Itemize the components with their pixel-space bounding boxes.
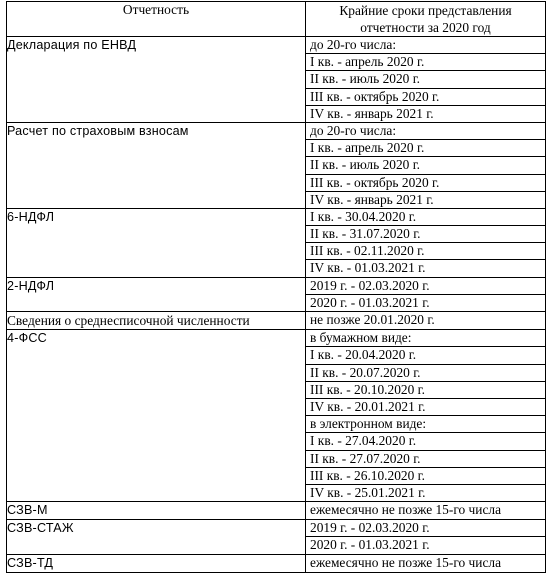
deadline-line: до 20-го числа: <box>306 123 545 140</box>
deadline-line: I кв. - апрель 2020 г. <box>306 54 545 71</box>
deadline-line: в бумажном виде: <box>306 330 545 347</box>
table-row <box>7 330 546 502</box>
reporting-deadlines-table <box>6 1 546 573</box>
deadline-line: 2020 г. - 01.03.2021 г. <box>310 294 430 310</box>
report-name: СЗВ-ТД <box>7 554 306 572</box>
deadline-line: II кв. - июль 2020 г. <box>306 71 545 88</box>
deadline-cell <box>306 330 546 502</box>
header-deadlines: Крайние сроки представления отчетности за 2020 год <box>306 2 546 37</box>
report-name: 4-ФСС <box>7 330 306 502</box>
deadline-line: III кв. - 02.11.2020 г. <box>306 243 545 260</box>
deadline-line: II кв. - 27.07.2020 г. <box>306 451 545 468</box>
deadline-line: не позже 20.01.2020 г. <box>310 312 435 327</box>
report-name: СЗВ-СТАЖ <box>7 520 306 554</box>
deadline-line: 2020 г. - 01.03.2021 г. <box>310 537 430 553</box>
report-name: Сведения о среднесписочной численности <box>7 312 306 330</box>
deadline-cell <box>306 37 546 123</box>
report-name: 2-НДФЛ <box>7 277 306 311</box>
deadline-cell <box>306 122 546 208</box>
report-name: Расчет по страховым взносам <box>7 122 306 208</box>
deadline-cell <box>306 312 546 330</box>
table-body <box>7 37 546 573</box>
deadline-line: 2019 г. - 02.03.2020 г. <box>306 278 545 295</box>
deadline-line: I кв. - 20.04.2020 г. <box>306 347 545 364</box>
deadline-line: 2019 г. - 02.03.2020 г. <box>306 520 545 537</box>
deadline-line: ежемесячно не позже 15-го числа <box>310 554 502 570</box>
table-row <box>7 122 546 208</box>
deadline-line: IV кв. - 25.01.2021 г. <box>310 484 426 500</box>
report-name: Декларация по ЕНВД <box>7 37 306 123</box>
deadline-line: до 20-го числа: <box>306 37 545 54</box>
table-row <box>7 520 546 554</box>
table-row <box>7 312 546 330</box>
deadline-line: III кв. - 26.10.2020 г. <box>306 468 545 485</box>
table-row <box>7 37 546 123</box>
report-name: СЗВ-М <box>7 502 306 520</box>
table-row <box>7 208 546 277</box>
reporting-deadlines-document <box>6 1 546 573</box>
deadline-line: IV кв. - январь 2021 г. <box>310 191 434 207</box>
deadline-line: II кв. - 20.07.2020 г. <box>306 365 545 382</box>
deadline-cell <box>306 208 546 277</box>
deadline-line: I кв. - 30.04.2020 г. <box>306 209 545 226</box>
deadline-line: III кв. - октябрь 2020 г. <box>306 89 545 106</box>
deadline-line: IV кв. - 01.03.2021 г. <box>310 260 426 276</box>
deadline-cell <box>306 277 546 311</box>
table-header-row <box>7 2 546 37</box>
deadline-cell <box>306 520 546 554</box>
deadline-line: I кв. - 27.04.2020 г. <box>306 433 545 450</box>
deadline-line: II кв. - 31.07.2020 г. <box>306 226 545 243</box>
deadline-line: в электронном виде: <box>306 416 545 433</box>
deadline-line: II кв. - июль 2020 г. <box>306 157 545 174</box>
table-row <box>7 277 546 311</box>
deadline-cell <box>306 502 546 520</box>
report-name: 6-НДФЛ <box>7 208 306 277</box>
deadline-line: I кв. - апрель 2020 г. <box>306 140 545 157</box>
deadline-line: III кв. - октябрь 2020 г. <box>306 175 545 192</box>
deadline-line: IV кв. - январь 2021 г. <box>310 105 434 121</box>
deadline-line: ежемесячно не позже 15-го числа <box>310 502 502 518</box>
header-reporting: Отчетность <box>7 2 306 37</box>
deadline-line: IV кв. - 20.01.2021 г. <box>306 399 545 416</box>
deadline-line: III кв. - 20.10.2020 г. <box>306 382 545 399</box>
table-row <box>7 502 546 520</box>
